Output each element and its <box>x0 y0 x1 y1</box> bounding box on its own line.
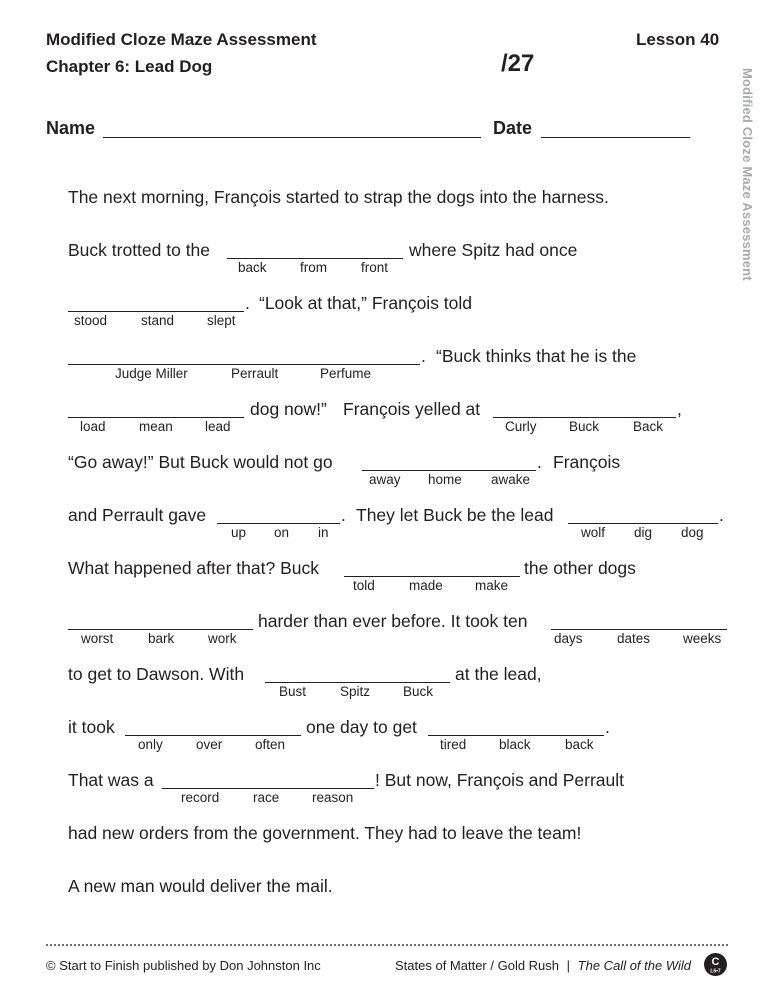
choice-option[interactable]: days <box>554 631 583 646</box>
passage-line-14: A new man would deliver the mail. <box>68 876 333 896</box>
passage-text: harder than ever before. It took ten <box>258 611 528 631</box>
choice-option[interactable]: Spitz <box>340 684 371 699</box>
passage-text: . <box>421 346 426 366</box>
choice-option[interactable]: home <box>428 472 462 487</box>
choice-option[interactable]: reason <box>312 790 354 805</box>
choice-option[interactable]: race <box>253 790 280 805</box>
choice-option[interactable]: told <box>353 578 375 593</box>
passage-text: one day to get <box>306 717 417 737</box>
name-label: Name <box>46 118 96 138</box>
choice-option[interactable]: dates <box>617 631 651 646</box>
choice-option[interactable]: up <box>231 525 247 540</box>
passage-text: , <box>677 399 682 419</box>
choice-option[interactable]: stood <box>74 313 108 328</box>
choice-option[interactable]: Perfume <box>320 366 372 381</box>
passage-text: . <box>537 452 542 472</box>
choice-option[interactable]: Judge Miller <box>115 366 188 381</box>
choice-option[interactable]: front <box>361 260 389 275</box>
passage-text: François <box>553 452 621 472</box>
choice-option[interactable]: Back <box>633 419 664 434</box>
blank-2[interactable] <box>68 311 244 312</box>
choice-option[interactable]: Perrault <box>231 366 279 381</box>
blank-3[interactable] <box>68 364 420 365</box>
choice-option[interactable]: Bust <box>279 684 307 699</box>
choice-option[interactable]: Buck <box>403 684 434 699</box>
blank-15[interactable] <box>162 788 374 789</box>
choice-option[interactable]: worst <box>81 631 114 646</box>
passage-text: ! But now, François and Perrault <box>375 770 625 790</box>
passage-text: and Perrault gave <box>68 505 207 525</box>
blank-5[interactable] <box>493 417 676 418</box>
passage-text: François yelled at <box>343 399 481 419</box>
choice-option[interactable]: only <box>138 737 163 752</box>
blank-1[interactable] <box>227 258 403 259</box>
choice-option[interactable]: make <box>475 578 509 593</box>
choice-option[interactable]: back <box>565 737 594 752</box>
passage-text: it took <box>68 717 115 737</box>
passage-text: . <box>719 505 724 525</box>
choice-option[interactable]: made <box>409 578 443 593</box>
passage-text: dog now!” <box>250 399 327 419</box>
blank-14[interactable] <box>428 735 604 736</box>
blank-9[interactable] <box>344 576 520 577</box>
passage-text: “Buck thinks that he is the <box>436 346 637 366</box>
choice-option[interactable]: Curly <box>505 419 537 434</box>
choice-option[interactable]: Buck <box>569 419 600 434</box>
name-blank[interactable] <box>103 137 481 138</box>
passage-text: at the lead, <box>455 664 542 684</box>
name-field-row <box>46 118 95 139</box>
blank-10[interactable] <box>68 629 253 630</box>
blank-7[interactable] <box>217 523 340 524</box>
date-field-row <box>493 118 532 139</box>
chapter-title: Chapter 6: Lead Dog <box>46 57 213 76</box>
assessment-title: Modified Cloze Maze Assessment <box>46 30 317 49</box>
book-title: The Call of the Wild <box>577 958 691 973</box>
date-blank[interactable] <box>541 137 690 138</box>
choice-option[interactable]: bark <box>148 631 175 646</box>
passage-text: Buck trotted to the <box>68 240 211 260</box>
choice-option[interactable]: wolf <box>581 525 606 540</box>
choice-option[interactable]: work <box>208 631 237 646</box>
score-total: /27 <box>501 50 535 77</box>
passage-text: to get to Dawson. With <box>68 664 245 684</box>
logo-letter: C <box>711 956 720 968</box>
side-label: Modified Cloze Maze Assessment <box>740 68 755 281</box>
blank-6[interactable] <box>362 470 536 471</box>
date-label: Date <box>493 118 533 138</box>
choice-option[interactable]: weeks <box>683 631 722 646</box>
choice-option[interactable]: over <box>196 737 223 752</box>
passage-text: . <box>605 717 610 737</box>
blank-4[interactable] <box>68 417 244 418</box>
blank-11[interactable] <box>551 629 727 630</box>
passage-line-1: The next morning, François started to strap the dogs into the harness. <box>68 187 609 207</box>
series-title: States of Matter / Gold Rush <box>395 958 560 973</box>
series-info <box>395 958 691 973</box>
passage-text: “Look at that,” François told <box>259 293 473 313</box>
choice-option[interactable]: dog <box>681 525 704 540</box>
passage-line-13: had new orders from the government. They had to leave the team! <box>68 823 582 843</box>
choice-option[interactable]: from <box>300 260 327 275</box>
choice-option[interactable]: tired <box>440 737 467 752</box>
passage-text: the other dogs <box>524 558 636 578</box>
copyright: © Start to Finish published by Don Johnston Inc <box>46 958 321 973</box>
choice-option[interactable]: black <box>499 737 531 752</box>
choice-option[interactable]: on <box>274 525 290 540</box>
choice-option[interactable]: often <box>255 737 286 752</box>
choice-option[interactable]: in <box>318 525 329 540</box>
series-separator: | <box>566 958 571 973</box>
passage-text: They let Buck be the lead <box>356 505 554 525</box>
passage-text: where Spitz had once <box>409 240 578 260</box>
passage-text: That was a <box>68 770 154 790</box>
passage-text: “Go away!” But Buck would not go <box>68 452 333 472</box>
choice-option[interactable]: stand <box>141 313 175 328</box>
blank-12[interactable] <box>265 682 450 683</box>
passage-text: What happened after that? Buck <box>68 558 319 578</box>
choice-option[interactable]: dig <box>634 525 653 540</box>
choice-option[interactable]: back <box>238 260 267 275</box>
lesson-label: Lesson 40 <box>636 30 720 49</box>
choice-option[interactable]: load <box>80 419 106 434</box>
choice-option[interactable]: away <box>369 472 401 487</box>
choice-option[interactable]: mean <box>139 419 173 434</box>
choice-option[interactable]: record <box>181 790 220 805</box>
publisher-logo-icon <box>704 953 727 976</box>
passage-text: . <box>245 293 250 313</box>
blank-8[interactable] <box>568 523 718 524</box>
footer-divider <box>46 944 728 946</box>
passage-text: . <box>341 505 346 525</box>
logo-subtext: L6•7 <box>710 968 721 975</box>
choice-option[interactable]: slept <box>207 313 236 328</box>
choice-option[interactable]: lead <box>205 419 231 434</box>
blank-13[interactable] <box>125 735 301 736</box>
choice-option[interactable]: awake <box>491 472 531 487</box>
